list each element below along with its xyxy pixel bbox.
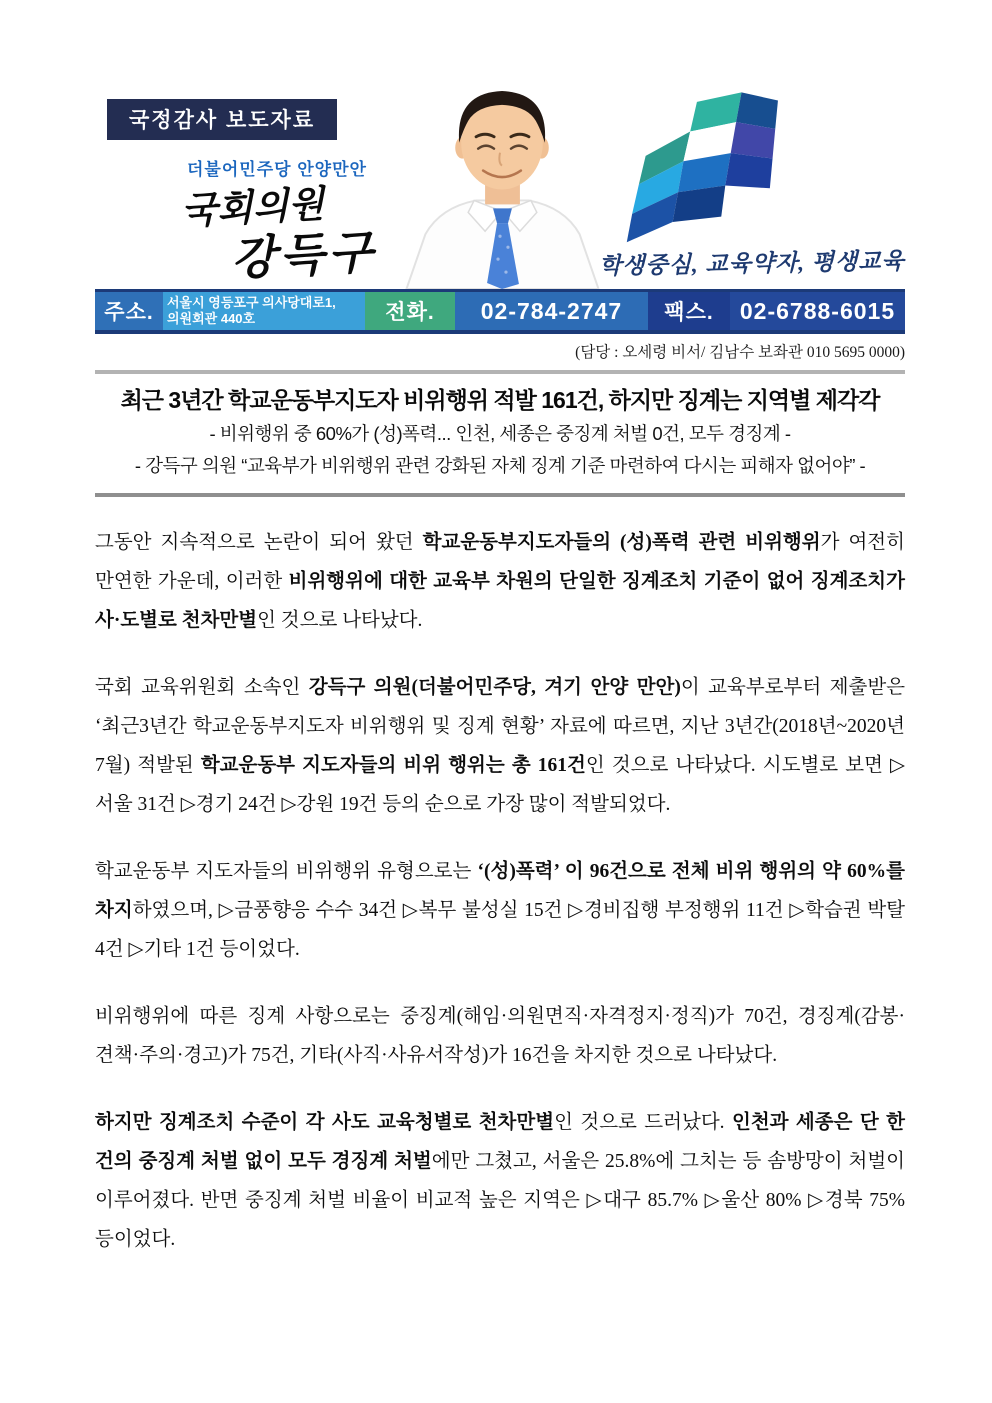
party-district-label: 더불어민주당 안양만안 [187, 160, 367, 179]
contact-bar [95, 289, 905, 334]
text-segment: 국회 교육위원회 소속인 [95, 677, 309, 699]
text-segment: 비위행위에 대한 교육부 차원의 단일한 징계조치 기준이 없어 징계조치가 사·도별로 천차만별 [95, 571, 905, 632]
title-block [95, 370, 905, 497]
address-label: 주소. [95, 292, 163, 330]
text-segment: 인 것으로 나타났다. [257, 610, 423, 632]
subtitle-1: - 비위행위 중 60%가 (성)폭력... 인천, 세종은 중징계 처벌 0건, 모두 경징계 - [209, 422, 791, 444]
flag-cell-royal [725, 153, 772, 188]
text-segment: 학교운동부 지도자들의 비위 행위는 총 161건 [200, 755, 586, 777]
text-segment: 가 여전히 만연한 가운데, 이러한 [95, 532, 905, 593]
text-segment: 인천과 세종은 단 한 건의 중징계 처벌 없이 모두 경징계 처벌 [95, 1112, 906, 1173]
text-segment: ‘(성)폭력’ 이 96건으로 전체 비위 행위의 약 60%를 차지 [95, 861, 905, 922]
subtitle-2: - 강득구 의원 “교육부가 비위행위 관련 강화된 자체 징계 기준 마련하여 다시는 피해자 없어야” - [134, 454, 866, 476]
body-paragraph [95, 997, 905, 1075]
body-paragraph [95, 852, 905, 969]
body-paragraph [95, 523, 905, 640]
fax-value: 02-6788-6015 [730, 292, 905, 330]
headline: 최근 3년간 학교운동부지도자 비위행위 적발 161건, 하지만 징계는 지역별 제각각 [120, 387, 880, 413]
text-segment: 비위행위에 따른 징계 사항으로는 중징계(해임·의원면직·자격정지·정직)가 70건, 경징계(감봉·견책·주의·경고)가 75건, 기타(사직·사유서작성)가 16건을 차지한 것으로 나타났다. [95, 1006, 905, 1067]
slogan-calligraphy: 학생중심, 교육약자, 평생교육 [599, 248, 906, 279]
text-segment: 인 것으로 나타났다. 시도별로 보면 ▷서울 31건 ▷경기 24건 ▷강원 19건 등의 순으로 가장 많이 적발되었다. [95, 755, 906, 816]
press-release-badge: 국정감사 보도자료 [107, 99, 337, 140]
body-paragraph [95, 1103, 905, 1259]
text-segment: 학교운동부 지도자들의 비위행위 유형으로는 [95, 861, 478, 883]
phone-label: 전화. [365, 292, 455, 330]
text-segment: 하지만 징계조치 수준이 각 사도 교육청별로 천차만별 [95, 1112, 555, 1134]
staff-contact-note: (담당 : 오세령 비서/ 김남수 보좌관 010 5695 0000) [575, 344, 905, 361]
text-segment: 강득구 의원(더불어민주당, 겨기 안양 만안) [308, 677, 681, 699]
address-line-2: 의원회관 440호 [167, 311, 256, 326]
phone-value: 02-784-2747 [455, 292, 648, 330]
body-paragraph [95, 668, 905, 824]
body-paragraphs [95, 523, 905, 1259]
address-value [163, 292, 365, 330]
text-segment: 그동안 지속적으로 논란이 되어 왔던 [95, 532, 423, 554]
fax-label: 팩스. [648, 292, 730, 330]
calligraphy-title: 국회의원 [180, 184, 326, 233]
politician-photo [390, 85, 615, 289]
text-segment: 인 것으로 드러났다. [554, 1112, 732, 1134]
flag-logo [583, 87, 819, 249]
calligraphy-name: 강득구 [229, 226, 378, 285]
text-segment: 학교운동부지도자들의 (성)폭력 관련 비위행위 [422, 532, 821, 554]
address-line-1: 서울시 영등포구 의사당대로1, [167, 295, 336, 311]
header [95, 85, 905, 289]
text-segment: 이 교육부로부터 제출받은 ‘최근3년간 학교운동부지도자 비위행위 및 징계 현황’ 자료에 따르면, 지난 3년간(2018년~2020년 7월) 적발된 [95, 677, 905, 777]
text-segment: 하였으며, ▷금풍향응 수수 34건 ▷복무 불성실 15건 ▷경비집행 부정행위 11건 ▷학습권 박탈 4건 ▷기타 1건 등이었다. [95, 900, 905, 961]
text-segment: 에만 그쳤고, 서울은 25.8%에 그치는 등 솜방망이 처벌이 이루어졌다. 반면 중징계 처벌 비율이 비교적 높은 지역은 ▷대구 85.7% ▷울산 80% ▷경북 75% 등이었다. [95, 1151, 906, 1251]
